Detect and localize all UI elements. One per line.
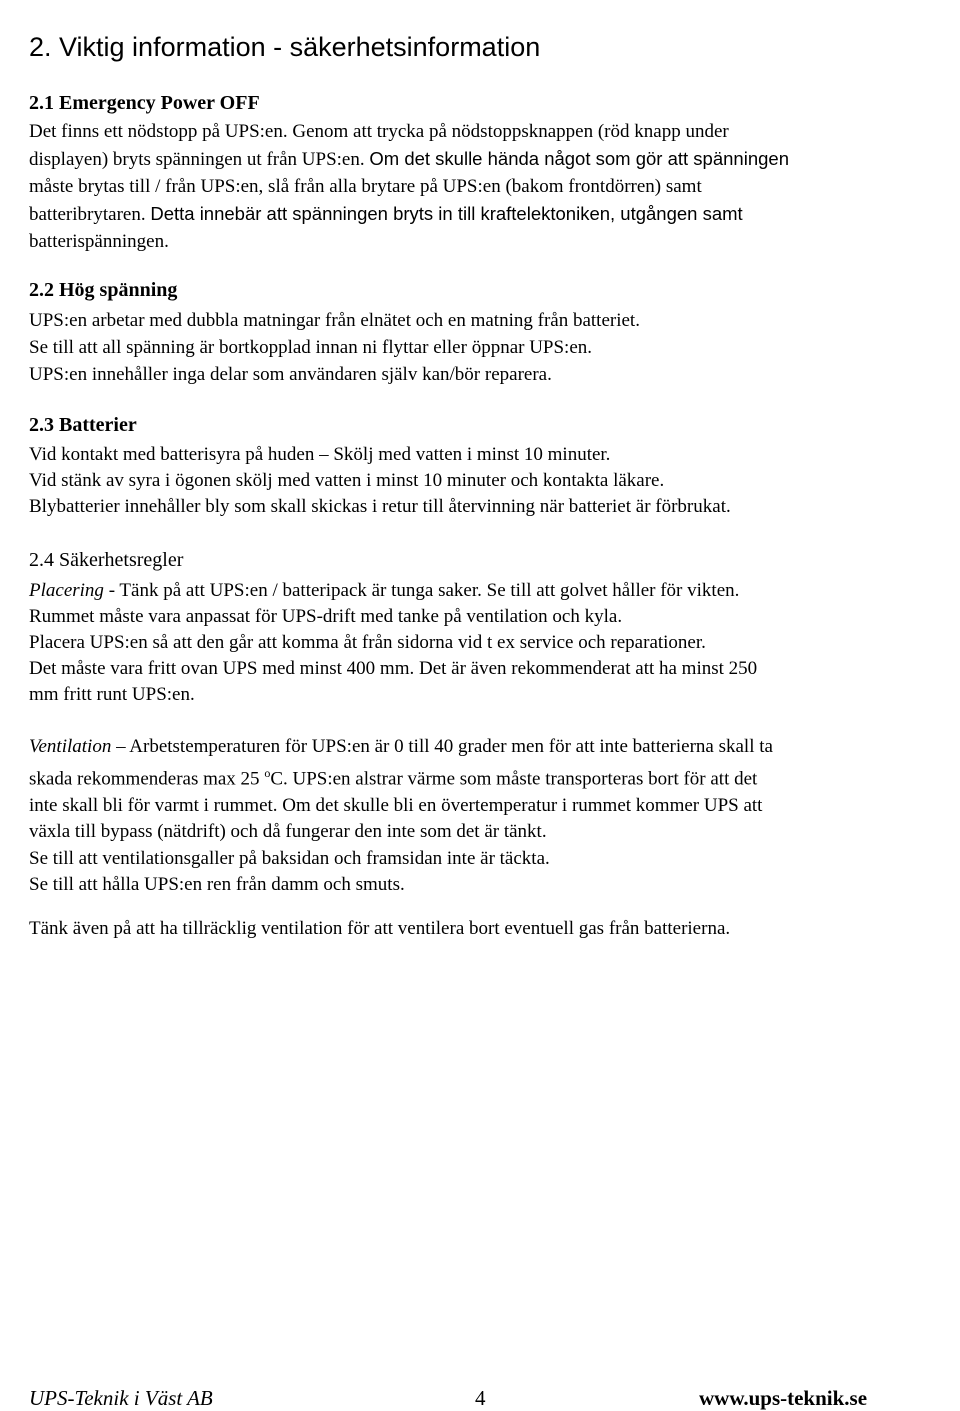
text-line: Se till att ventilationsgaller på baksidan och framsidan inte är täckta. [29,847,550,869]
section-title-2-1: 2.1 Emergency Power OFF [29,92,260,114]
text-line: växla till bypass (nätdrift) och då fungerar den inte som det är tänkt. [29,821,547,843]
section-body-2-4-gas [29,916,730,942]
text-line: UPS:en innehåller inga delar som användaren själv kan/bör reparera. [29,364,552,385]
text-line [29,145,789,173]
text-line [29,578,757,604]
ventilation-label: Ventilation [29,736,112,757]
text-line: Blybatterier innehåller bly som skall skickas i retur till återvinning när batteriet är förbrukat. [29,496,731,517]
section-body-2-4-placering [29,578,757,708]
text-line: Vid kontakt med batterisyra på huden – Skölj med vatten i minst 10 minuter. [29,444,611,465]
text-line: mm fritt runt UPS:en. [29,684,195,705]
text-line: Se till att all spänning är bortkopplad innan ni flyttar eller öppnar UPS:en. [29,337,593,358]
section-body-2-2 [29,307,640,388]
text-line [29,734,773,760]
text-line: Det finns ett nödstopp på UPS:en. Genom att trycka på nödstoppsknappen (röd knapp under [29,121,729,142]
text-line: Placera UPS:en så att den går att komma åt från sidorna vid t ex service och reparationer. [29,632,706,653]
text-line: Tänk även på att ha tillräcklig ventilation för att ventilera bort eventuell gas från batterierna. [29,918,731,939]
section-body-2-3 [29,442,731,520]
text-line [29,200,789,228]
text-run: Om det skulle hända något som gör att spänningen [369,148,789,169]
footer-company: UPS-Teknik i Väst AB [29,1386,213,1410]
text-run: displayen) bryts spänningen ut från UPS:en. [29,149,365,170]
text-run: batteribrytaren. [29,204,146,225]
section-title-2-2: 2.2 Hög spänning [29,279,178,301]
placering-label: Placering [29,580,104,601]
section-title-2-4: 2.4 Säkerhetsregler [29,549,184,571]
footer-website: www.ups-teknik.se [699,1386,868,1410]
text-line [29,760,773,793]
text-run: – Arbetstemperaturen för UPS:en är 0 till 40 grader men för att inte batterierna skall ta [111,736,773,757]
text-line: batterispänningen. [29,231,169,252]
text-line: inte skall bli för varmt i rummet. Om det skulle bli en övertemperatur i rummet kommer UPS att [29,794,763,816]
text-line: Rummet måste vara anpassat för UPS-drift med tanke på ventilation och kyla. [29,606,623,627]
footer-page-number: 4 [475,1386,486,1410]
section-title-2-3: 2.3 Batterier [29,414,137,436]
text-line: UPS:en arbetar med dubbla matningar från elnätet och en matning från batteriet. [29,310,640,331]
text-run: - Tänk på att UPS:en / batteripack är tunga saker. Se till att golvet håller för vikten. [103,580,740,601]
section-body-2-4-ventilation [29,734,773,898]
page-heading: 2. Viktig information - säkerhetsinformation [29,32,541,62]
text-line: Se till att hålla UPS:en ren från damm och smuts. [29,873,405,895]
text-line: Det måste vara fritt ovan UPS med minst 400 mm. Det är även rekommenderat att ha minst 250 [29,658,758,679]
degree-superscript: o [264,766,271,781]
section-body-2-1 [29,118,789,255]
text-line: måste brytas till / från UPS:en, slå från alla brytare på UPS:en (bakom frontdörren) samt [29,176,702,197]
text-run: C. UPS:en alstrar värme som måste transporteras bort för att det [270,768,758,790]
text-line: Vid stänk av syra i ögonen skölj med vatten i minst 10 minuter och kontakta läkare. [29,470,665,491]
text-run: Detta innebär att spänningen bryts in till kraftelektoniken, utgången samt [150,203,743,224]
text-run: skada rekommenderas max 25 [29,768,265,790]
